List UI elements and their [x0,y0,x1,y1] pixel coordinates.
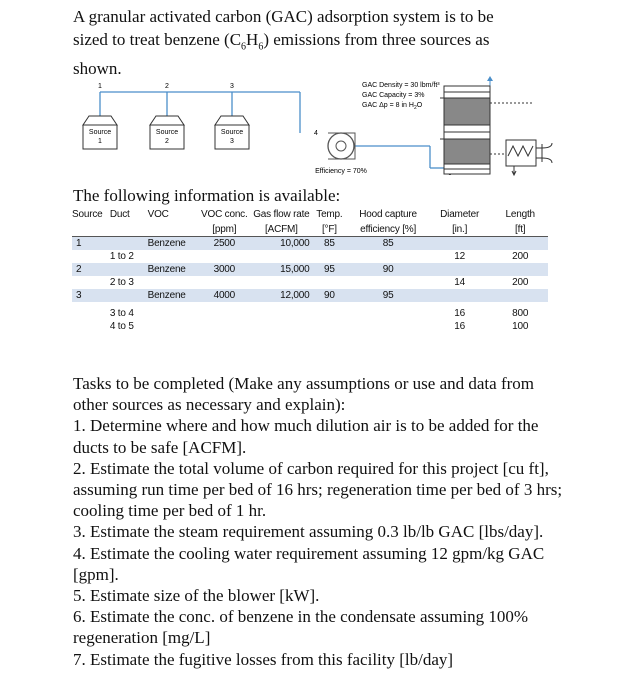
cell-conc: 4000 [195,289,253,302]
header-length: Length [505,209,535,220]
task-item-3: 3. Estimate the steam requirement assuming 0.3 lb/lb GAC [lbs/day]. [73,522,544,542]
gac-dp-text: GAC Δp = 8 in H [362,102,414,109]
table-row-duct-2-3 [72,276,548,289]
cell-diameter: 16 [454,321,466,332]
source-2-label: Source [155,129,179,136]
source-3-number: 3 [230,138,234,145]
node-label-2: 2 [165,83,169,90]
cell-source: 1 [72,237,110,251]
units-feet: [ft] [492,222,548,237]
cell-source: 3 [72,289,110,302]
intro-line-1: A granular activated carbon (GAC) adsorption system is to be [73,7,494,26]
gac-dp-o: O [416,102,423,109]
cell-hood: 90 [349,263,427,276]
gac-capacity: GAC Capacity = 3% [362,92,425,99]
exhaust-arrow-icon [487,76,493,81]
source-3-hood [215,116,249,149]
table-header-row [72,207,548,222]
node-label-4: 4 [314,130,318,137]
cell-conc: 2500 [195,237,253,251]
source-3-label: Source [220,129,244,136]
cell-voc: Benzene [148,263,196,276]
cell-duct: 2 to 3 [109,277,134,288]
process-diagram [70,76,570,184]
cell-duct: 4 to 5 [109,321,134,332]
units-acfm: [ACFM] [253,222,309,237]
cell-temp: 90 [310,289,350,302]
header-diameter: Diameter [440,209,480,220]
tasks-intro: Tasks to be completed (Make any assumptions or use and data from other sources as necessary and explain): [73,374,535,415]
intro-paragraph [73,6,573,81]
header-gas-flow: Gas flow rate [253,209,310,220]
carbon-bed-1 [444,98,490,125]
cell-hood: 95 [349,289,427,302]
table-row-source-3 [72,289,548,302]
task-item-2: 2. Estimate the total volume of carbon required for this project [cu ft], assuming run time per bed of 16 hrs; regeneration time per bed of 3 hrs; cooling time per bed of 1 hr. [73,458,563,521]
source-2-number: 2 [165,138,169,145]
gac-dp-subscript: 2 [413,105,417,111]
cell-voc: Benzene [148,237,196,251]
header-source: Source [72,209,103,220]
cell-duct: 3 to 4 [109,308,134,319]
header-duct: Duct [109,209,130,220]
cell-flow: 15,000 [253,263,309,276]
table-row-duct-4-5 [72,320,548,333]
task-item-1: 1. Determine where and how much dilution air is to be added for the ducts to be safe [ACFM]. [73,416,539,457]
cell-flow: 10,000 [253,237,309,251]
cell-duct: 1 to 2 [109,251,134,262]
adsorber-vessel [440,86,490,174]
intro-line-2-start: sized to treat benzene (C [73,29,242,49]
info-heading: The following information is available: [73,186,341,205]
cell-diameter: 14 [454,277,466,288]
cell-length: 200 [512,277,529,288]
intro-line-2-h: H [246,29,259,49]
cell-source: 2 [72,263,110,276]
intro-line-3: shown. [73,59,122,79]
cell-hood: 85 [349,237,427,251]
header-temp: Temp. [316,209,343,220]
task-item-6: 6. Estimate the conc. of benzene in the condensate assuming 100% regeneration [mg/L] [73,607,529,648]
condenser-icon [506,140,552,175]
units-voc [148,222,196,237]
source-1-hood [83,116,117,149]
table-row-source-1 [72,237,548,251]
units-duct [110,222,148,237]
node-label-1: 1 [98,83,102,90]
units-ppm: [ppm] [195,222,253,237]
table-row-duct-3-4 [72,307,548,320]
subscript-hydrogen: 6 [258,40,264,52]
cell-diameter: 16 [454,308,466,319]
task-list [73,373,563,670]
gac-pressure-drop [362,102,423,111]
source-1-number: 1 [98,138,102,145]
source-1-label: Source [88,129,112,136]
units-inches: [in.] [427,222,493,237]
task-item-7: 7. Estimate the fugitive losses from this facility [lb/day] [73,649,454,669]
cell-flow: 12,000 [253,289,309,302]
node-label-3: 3 [230,83,234,90]
cell-length: 100 [512,321,529,332]
header-voc-conc: VOC conc. [201,209,248,220]
cell-length: 200 [512,251,529,262]
gac-density: GAC Density = 30 lbm/ft³ [362,82,440,89]
cell-temp: 85 [310,237,350,251]
units-efficiency: efficiency [%] [349,222,427,237]
carbon-bed-2 [444,139,490,164]
cell-temp: 95 [310,263,350,276]
blower-icon [328,133,355,159]
cell-conc: 3000 [195,263,253,276]
task-item-5: 5. Estimate size of the blower [kW]. [73,586,320,606]
table-row-source-2 [72,263,548,276]
task-item-4: 4. Estimate the cooling water requirement assuming 12 gpm/kg GAC [gpm]. [73,543,545,584]
cell-voc: Benzene [148,289,196,302]
units-temp: [°F] [310,222,350,237]
subscript-carbon: 6 [241,40,247,52]
cell-diameter: 12 [454,251,466,262]
source-2-hood [150,116,184,149]
cell-length: 800 [512,308,529,319]
header-voc: VOC [147,209,169,220]
blower-efficiency: Efficiency = 70% [315,168,367,175]
table-units-row [72,222,548,237]
source-duct-data-table [72,207,548,333]
units-source [72,222,110,237]
intro-line-2 [73,29,573,59]
intro-line-2-end: ) emissions from three sources as [263,29,490,49]
header-hood-capture: Hood capture [359,209,417,220]
table-row-duct-1-2 [72,250,548,263]
